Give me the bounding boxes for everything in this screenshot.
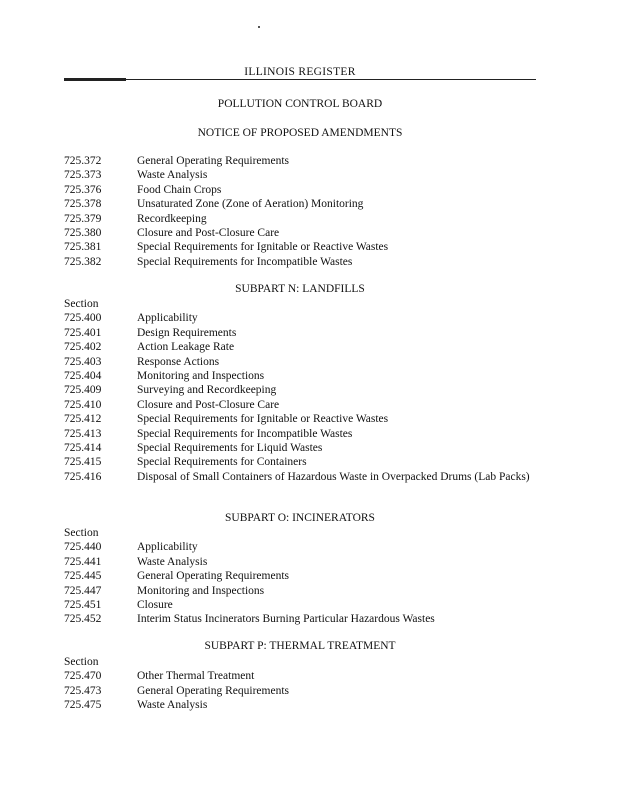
section-number: 725.409 bbox=[64, 384, 102, 397]
list-item bbox=[64, 569, 536, 583]
section-number: 725.381 bbox=[64, 241, 102, 254]
section-title: Special Requirements for Ignitable or Reactive Wastes bbox=[137, 413, 389, 426]
list-item bbox=[64, 455, 536, 469]
list-item bbox=[64, 555, 536, 569]
section-title: Monitoring and Inspections bbox=[137, 584, 265, 597]
section-title: Waste Analysis bbox=[137, 169, 208, 182]
list-item bbox=[64, 168, 536, 182]
list-item bbox=[64, 698, 536, 712]
list-item bbox=[64, 340, 536, 354]
section-number: 725.413 bbox=[64, 427, 102, 440]
list-item bbox=[64, 412, 536, 426]
section-number: 725.470 bbox=[64, 670, 102, 683]
list-item bbox=[64, 226, 536, 240]
section-title: Closure and Post-Closure Care bbox=[137, 398, 280, 411]
section-title: Applicability bbox=[137, 312, 198, 325]
list-item bbox=[64, 154, 536, 168]
section-number: 725.415 bbox=[64, 456, 102, 469]
section-title: Action Leakage Rate bbox=[137, 341, 235, 354]
section-number: 725.410 bbox=[64, 398, 102, 411]
section-column-label: Section bbox=[64, 527, 99, 539]
section-title: Waste Analysis bbox=[137, 555, 208, 568]
section-number: 725.402 bbox=[64, 341, 102, 354]
section-title: General Operating Requirements bbox=[137, 155, 289, 167]
section-number: 725.452 bbox=[64, 613, 102, 626]
subpart-o-list bbox=[64, 526, 536, 627]
section-number: 725.416 bbox=[64, 470, 102, 483]
section-number: 725.379 bbox=[64, 212, 102, 225]
header-rule bbox=[64, 79, 536, 80]
subpart-p-list bbox=[64, 655, 536, 713]
section-title: Disposal of Small Containers of Hazardous Waste in Overpacked Drums (Lab Packs) bbox=[137, 470, 530, 483]
section-title: Special Requirements for Incompatible Wastes bbox=[137, 255, 353, 268]
list-item bbox=[64, 197, 536, 211]
scan-speck bbox=[258, 26, 260, 28]
section-title: Other Thermal Treatment bbox=[137, 670, 255, 683]
section-title: Food Chain Crops bbox=[137, 183, 222, 196]
section-number: 725.447 bbox=[64, 584, 102, 597]
section-title: Unsaturated Zone (Zone of Aeration) Monitoring bbox=[137, 198, 364, 211]
section-title: Special Requirements for Liquid Wastes bbox=[137, 441, 323, 454]
top-section-list bbox=[64, 154, 536, 269]
list-item bbox=[64, 584, 536, 598]
section-title: Recordkeeping bbox=[137, 212, 207, 225]
section-number: 725.378 bbox=[64, 198, 102, 211]
section-number: 725.451 bbox=[64, 598, 102, 611]
section-number: 725.412 bbox=[64, 413, 102, 426]
list-item bbox=[64, 369, 536, 383]
section-number: 725.440 bbox=[64, 541, 102, 554]
list-item bbox=[64, 598, 536, 612]
section-column-label: Section bbox=[64, 656, 99, 668]
list-item bbox=[64, 383, 536, 397]
list-item bbox=[64, 684, 536, 698]
section-number: 725.441 bbox=[64, 555, 102, 568]
section-title: Waste Analysis bbox=[137, 699, 208, 712]
section-number: 725.380 bbox=[64, 226, 102, 239]
section-number: 725.404 bbox=[64, 369, 102, 382]
section-title: Response Actions bbox=[137, 355, 220, 368]
subpart-p-heading: SUBPART P: THERMAL TREATMENT bbox=[204, 640, 396, 652]
section-number: 725.400 bbox=[64, 312, 102, 325]
section-number: 725.372 bbox=[64, 155, 102, 167]
section-title: Special Requirements for Ignitable or Reactive Wastes bbox=[137, 241, 389, 254]
section-number: 725.373 bbox=[64, 169, 102, 182]
section-title: General Operating Requirements bbox=[137, 570, 289, 583]
section-number: 725.376 bbox=[64, 183, 102, 196]
section-title: Closure and Post-Closure Care bbox=[137, 226, 280, 239]
subpart-n-list bbox=[64, 297, 536, 498]
section-number: 725.475 bbox=[64, 699, 102, 712]
section-number: 725.414 bbox=[64, 441, 102, 454]
list-item bbox=[64, 355, 536, 369]
register-header: ILLINOIS REGISTER bbox=[244, 66, 356, 78]
section-number: 725.445 bbox=[64, 570, 102, 583]
section-column-label: Section bbox=[64, 298, 99, 310]
section-title: Closure bbox=[137, 598, 173, 611]
section-title: Applicability bbox=[137, 541, 198, 554]
list-item bbox=[64, 311, 536, 325]
section-title: Surveying and Recordkeeping bbox=[137, 384, 277, 397]
list-item bbox=[64, 212, 536, 226]
section-title: Interim Status Incinerators Burning Particular Hazardous Wastes bbox=[137, 613, 435, 626]
list-item bbox=[64, 183, 536, 197]
agency-title: POLLUTION CONTROL BOARD bbox=[217, 98, 383, 110]
list-item bbox=[64, 398, 536, 412]
list-item bbox=[64, 427, 536, 441]
notice-title: NOTICE OF PROPOSED AMENDMENTS bbox=[197, 127, 403, 139]
section-title: Monitoring and Inspections bbox=[137, 369, 265, 382]
list-item bbox=[64, 441, 536, 455]
list-item bbox=[64, 540, 536, 554]
subpart-o-heading: SUBPART O: INCINERATORS bbox=[225, 512, 375, 524]
list-item bbox=[64, 255, 536, 269]
section-number: 725.382 bbox=[64, 255, 102, 268]
section-title: Special Requirements for Containers bbox=[137, 456, 307, 469]
section-number: 725.401 bbox=[64, 326, 102, 339]
list-item bbox=[64, 240, 536, 254]
section-title: General Operating Requirements bbox=[137, 684, 289, 697]
header-rule-accent bbox=[64, 78, 126, 81]
section-title: Design Requirements bbox=[137, 326, 237, 339]
section-number: 725.403 bbox=[64, 355, 102, 368]
list-item bbox=[64, 612, 536, 626]
subpart-n-heading: SUBPART N: LANDFILLS bbox=[235, 283, 365, 295]
list-item bbox=[64, 470, 536, 499]
section-title: Special Requirements for Incompatible Wastes bbox=[137, 427, 353, 440]
section-number: 725.473 bbox=[64, 684, 102, 697]
list-item bbox=[64, 669, 536, 683]
list-item bbox=[64, 326, 536, 340]
